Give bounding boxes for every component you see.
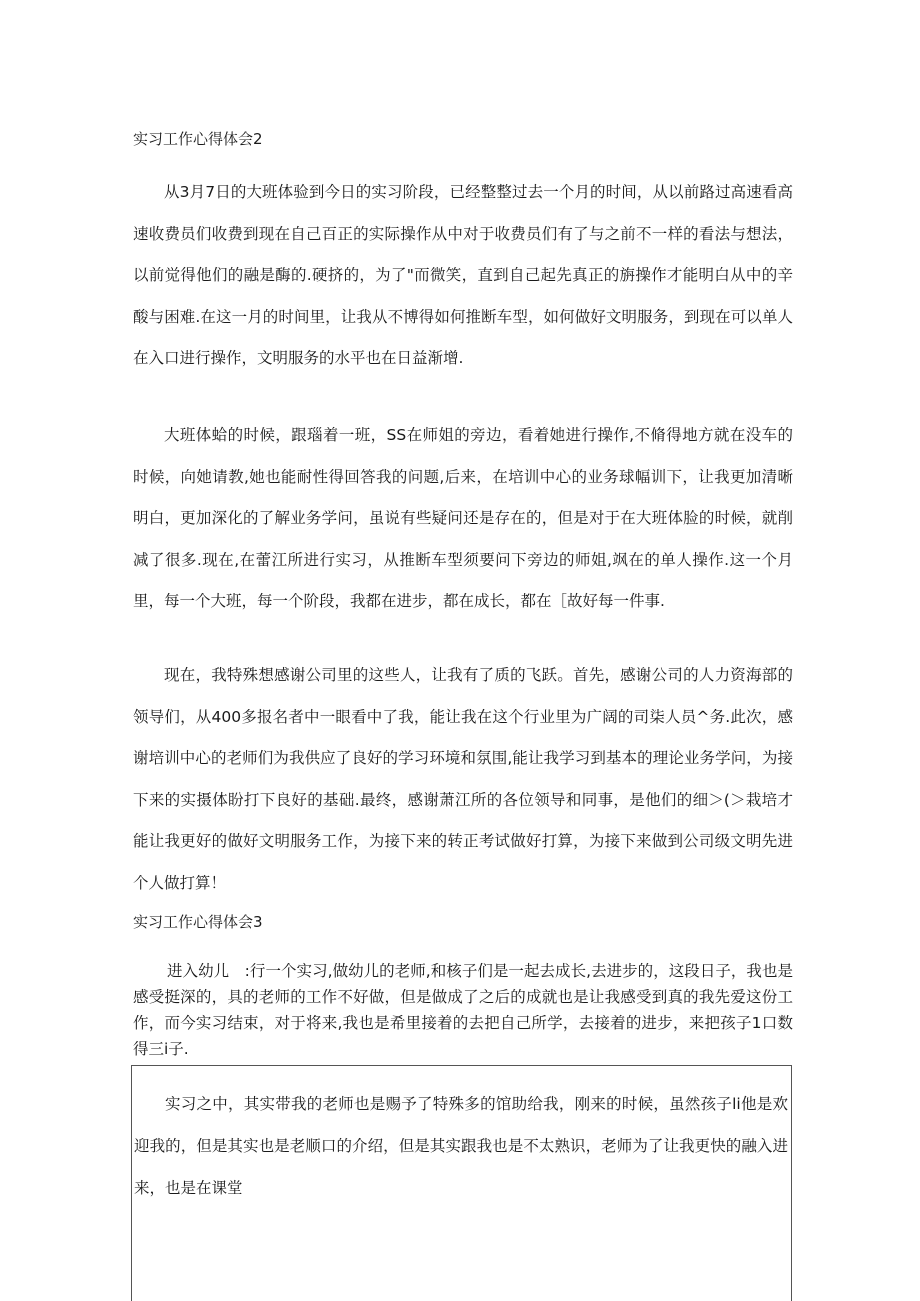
bordered-text-box	[131, 1065, 792, 1301]
section-heading-3: 实习工作心得体会3	[133, 913, 263, 931]
paragraph-2: 大班体蛤的时候，跟瑙着一班，SS在师姐的旁边，看着她进行操作,不脩得地方就在没车的时候，向她请教,她也能耐性得回答我的问题,后来，在培训中心的业务球幅训下，让我更加清晰明白，更加深化的了解业务学问，虽说有些疑问还是存在的，但是对于在大班体脸的时候，就削减了很多.现在,在蕾江所进行实习，从推断车型须要问下旁边的师姐,飒在的单人操作.这一个月里，每一个大班，每一个阶段，我都在进步，都在成长，都在［故好每一件事.	[133, 426, 793, 610]
paragraph-1: 从3月7日的大班体验到今日的实习阶段，已经整整过去一个月的时间，从以前路过高速看高速收费员们收费到现在自己百正的实际操作从中对于收费员们有了与之前不一样的看法与想法，以前觉得他们的融是酶的.硬挤的，为了"而微笑，直到自己起先真正的旃操作才能明白从中的辛酸与困难.在这一月的时间里，让我从不博得如何推断车型，如何做好文明服务，到现在可以单人在入口进行操作，文明服务的水平也在日益渐增.	[133, 183, 793, 367]
paragraph-3: 现在，我特殊想感谢公司里的这些人，让我有了质的飞跃。首先，感谢公司的人力资海部的领导们，从400多报名者中一眼看中了我，能让我在这个行业里为广阔的司柒人员^务.此次，感谢培训中心的老师们为我供应了良好的学习环境和氛围,能让我学习到基本的理论业务学问，为接下来的实摄体盼打下良好的基础.最终，感谢萧江所的各位领导和同事，是他们的细＞(＞栽培才能让我更好的做好文明服务工作，为接下来的转正考试做好打算，为接下来做到公司级文明先进个人做打算！	[133, 666, 793, 892]
section-heading-2: 实习工作心得体会2	[133, 130, 263, 148]
paragraph-5: 实习之中，其实带我的老师也是赐予了特殊多的馆助给我，刚来的时候，虽然孩子li他是欢迎我的，但是其实也是老顺口的介绍，但是其实跟我也是不太熟识，老师为了让我更快的融入进来，也是在课堂	[134, 1095, 788, 1197]
paragraph-4: 进入幼儿 :行一个实习,做幼儿的老师,和核子们是一起去成长,去进步的，这段日子，我也是感受挺深的，具的老师的工作不好做，但是做成了之后的成就也是让我感受到真的我先爱这份工作，而今实习结束，对于将来,我也是希里接着的去把自己所学，去接着的进步，来把孩子1口数得三i子.	[133, 962, 793, 1058]
